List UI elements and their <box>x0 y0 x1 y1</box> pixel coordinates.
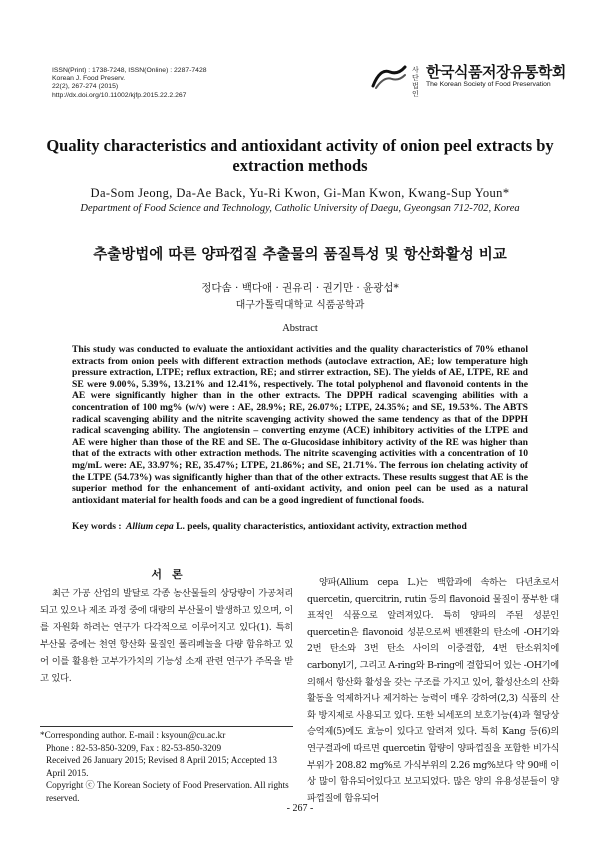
right-column <box>307 575 559 807</box>
left-column <box>40 585 293 687</box>
page-number: - 267 - <box>286 803 314 814</box>
paper-title: Quality characteristics and antioxidant activity of onion peel extracts by extraction methods <box>46 136 554 175</box>
contact-phone: Phone : 82-53-850-3209, Fax : 82-53-850-3209 <box>46 742 222 753</box>
abstract-heading: Abstract <box>282 323 318 334</box>
onion-paragraph: 양파(Allium cepa L.)는 백합과에 속하는 다년초로서 quercetin, quercitrin, rutin 등의 flavonoid 물질이 풍부한 대표적인 식품으로 알려져있다. 특히 양파의 주된 성분인 quercetin은 flavonoid 성분으로써 벤젠환의 탄소에 -OH기와 2번 탄소와 3번 탄소 사이의 이중결합, 4번 탄소위치에 carbonyl기, 그리고 A-ring와 B-ring에 결합되어 있는 -OH기에 의해서 항산화 활성을 갖는 구조를 가지고 있어, 활성산소의 산화활동을 억제하거나 제거하는 능력이 매우 강하여(2,3) 식품의 산화 방지제로 사용되고 있다. 또한 뇌세포의 보호기능(4)과 혈당상승억제(5)에도 효능이 있다고 알려져 있다. 특히 Kang 등(6)의 연구결과에 따르면 quercetin 함량이 양파껍질을 포함한 비가식 부위가 208.82 mg%로 가식부위의 2.26 mg%보다 약 90배 이상 많이 함유되어있다고 보고되었다. 많은 양의 유용성분들이 양파껍질에 함유되어 <box>307 577 559 804</box>
footnote <box>40 726 293 804</box>
received-dates: Received 26 January 2015; Revised 8 April 2015; Accepted 13 April 2015. <box>46 755 277 778</box>
society-english-name: The Korean Society of Food Preservation <box>426 81 551 88</box>
journal-metadata <box>52 67 292 100</box>
korean-title: 추출방법에 따른 양파껍질 추출물의 품질특성 및 항산화활성 비교 <box>93 247 507 263</box>
author-list: Da-Som Jeong, Da-Ae Back, Yu-Ri Kwon, Gi-Man Kwon, Kwang-Sup Youn* <box>90 186 510 200</box>
korean-affiliation: 대구가톨릭대학교 식품공학과 <box>235 300 365 311</box>
volume-line: 22(2), 267-274 (2015) <box>52 83 119 91</box>
keywords-list: L. peels, quality characteristics, antioxidant activity, extraction method <box>173 521 467 532</box>
introduction-heading: 서론 <box>151 568 193 581</box>
issn-line: ISSN(Print) : 1738-7248, ISSN(Online) : 2287-7428 <box>52 67 207 74</box>
keywords-species: Allium cepa <box>125 521 174 532</box>
doi-link[interactable]: http://dx.doi.org/10.11002/kjfp.2015.22.2.267 <box>52 91 187 99</box>
corresponding-author: *Corresponding author. E-mail : ksyoun@cu.ac.kr <box>40 730 226 740</box>
society-emblem-icon <box>370 64 408 90</box>
abstract-body: This study was conducted to evaluate the antioxidant activities and the quality characteristics of 70% ethanol extracts from onion peels with different extraction methods (autoclave extraction, AE; low temperature high pressure extraction, LTPE; reflux extraction, RE; and stirrer extraction, SE). The yields of AE, LTPE, RE and SE were 9.00%, 5.39%, 13.21% and 12.41%, respectively. The total polyphenol and flavonoid contents in the AE were significantly higher than in the other extracts. The DPPH radical scavenging abilities with a concentration of 100 mg% (w/v) were : AE, 28.9%; RE, 26.07%; LTPE, 24.35%; and SE, 19.53%. The ABTS radical scavenging ability and the nitrite scavenging activity showed the same tendency as that of the DPPH radical scavenging ability. The angiotensin – converting enzyme (ACE) inhibitory activities of the LTPE and AE were higher than those of the RE and SE. The α-Glucosidase inhibitory activity of the RE was higher than that of the extracts with other extraction methods. The nitrite scavenging activities with a concentration of 10 mg/mL were: AE, 33.97%; RE, 35.47%; LTPE, 21.86%; and SE, 21.71%. The ferrous ion chelating activity of the LTPE (54.73%) was significantly higher than that of the other extracts. These results suggest that AE is the superior method for the enhancement of anti-oxidant activity, and onion peel can be used as a natural antioxidant material for health foods and can be a good ingredient of functional foods. <box>72 344 528 506</box>
intro-paragraph: 최근 가공 산업의 발달로 각종 농산물들의 상당량이 가공처리 되고 있으나 제조 과정 중에 대량의 부산물이 발생하고 있으며, 이를 자원화 하려는 연구가 다각적으로 이루어지고 있다(1). 특히 부산물 중에는 천연 항산화 물질인 폴리페놀을 다량 함유하고 있어 이를 활용한 고부가가치의 기능성 소재 관련 연구가 주목을 받고 있다. <box>40 588 293 684</box>
journal-name: Korean J. Food Preserv. <box>52 75 126 83</box>
keywords-label: Key words : <box>72 521 122 532</box>
keywords-line <box>72 521 532 532</box>
society-korean-name: 한국식품저장유통학회 <box>426 63 566 81</box>
author-affiliation: Department of Food Science and Technology, Catholic University of Daegu, Gyeongsan 712-702, Korea <box>80 203 520 214</box>
society-type-label: 사단 법인 <box>412 66 419 98</box>
society-logo <box>370 64 566 98</box>
korean-author-list: 정다솜 · 백다애 · 권유리 · 권기만 · 윤광섭* <box>201 282 399 294</box>
copyright-notice: Copyright ⓒ The Korean Society of Food Preservation. All rights reserved. <box>46 780 289 803</box>
